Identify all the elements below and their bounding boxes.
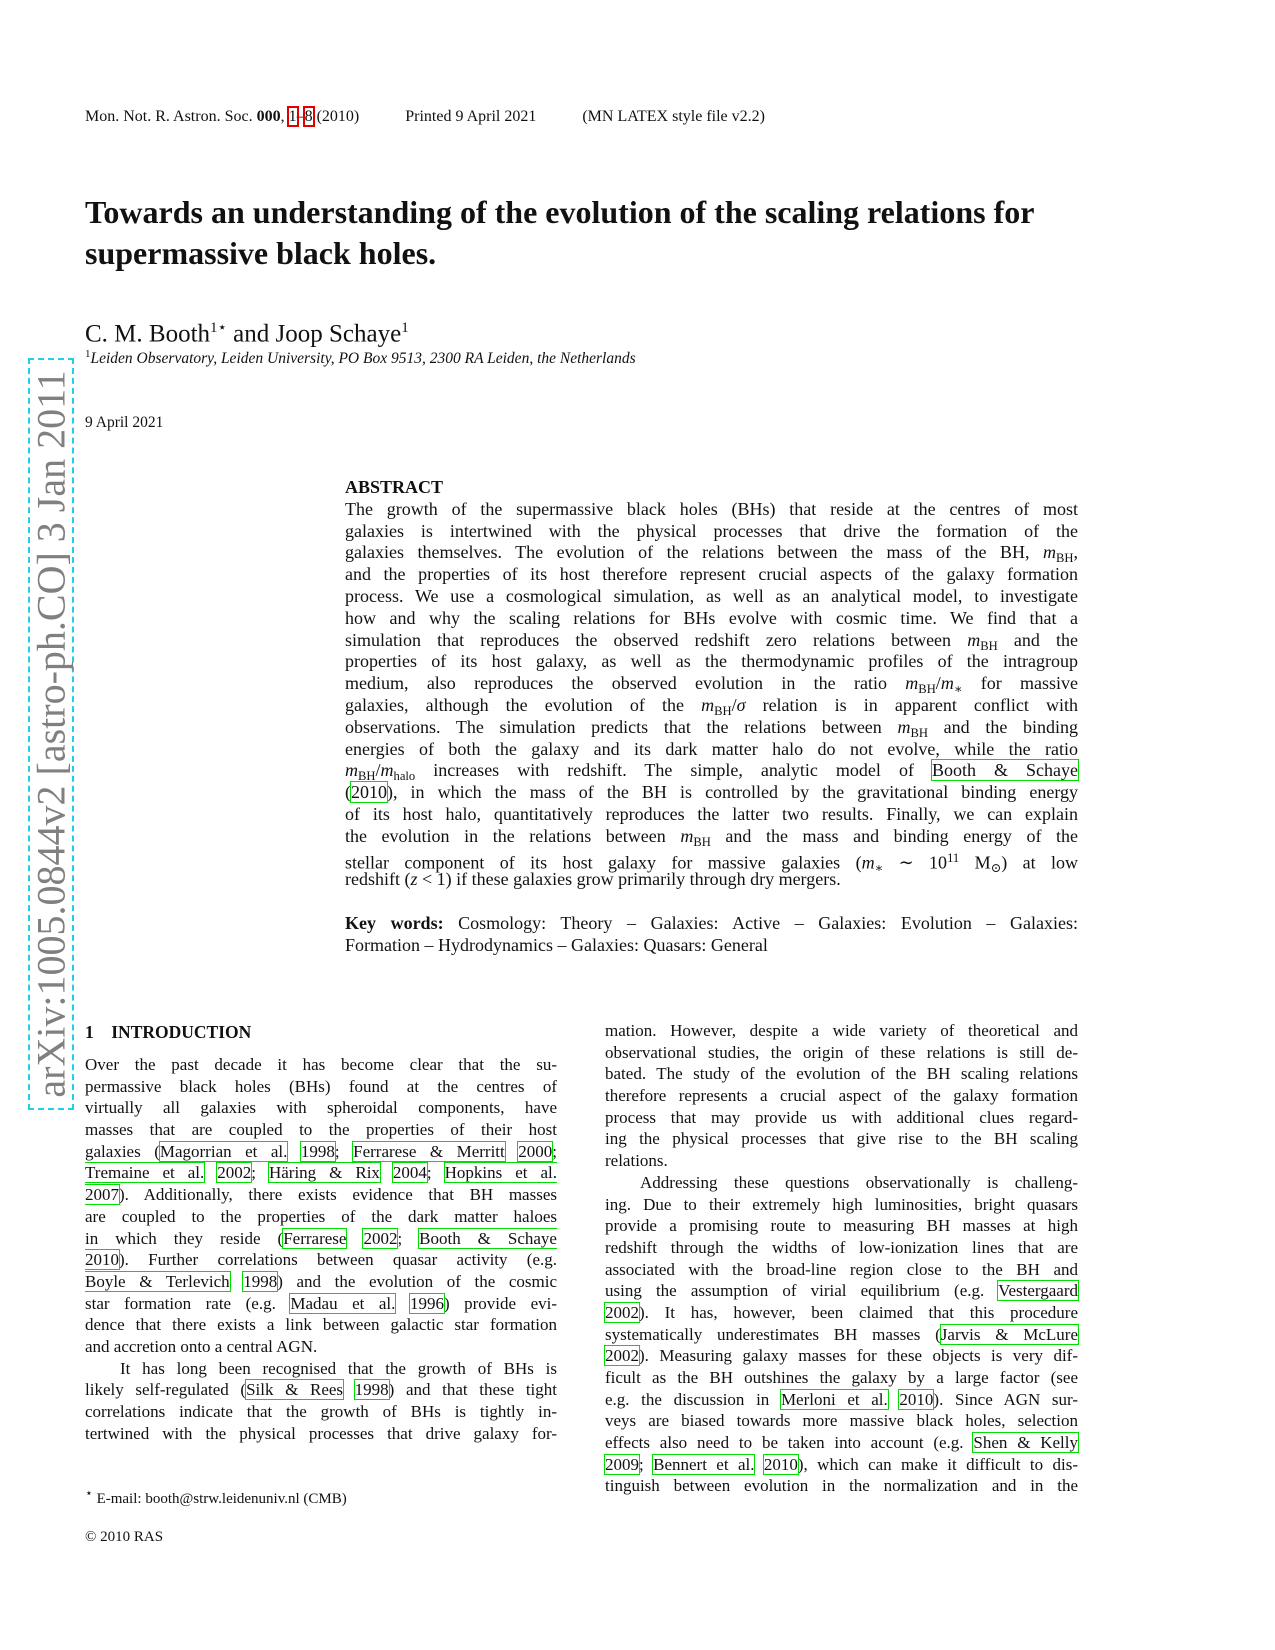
citation-link[interactable]: 2002 — [605, 1302, 639, 1322]
text-line — [85, 1293, 557, 1315]
text: ). Since AGN sur- — [933, 1389, 1079, 1409]
citation-link[interactable]: Magorrian et al. — [159, 1141, 288, 1161]
citation-link[interactable]: Boyle & Terlevich — [85, 1271, 230, 1291]
text: increases with redshift. The simple, analytic model of — [415, 760, 932, 781]
text-line — [605, 1150, 1078, 1172]
text: properties of its host galaxy, as well as the thermodynamic profiles of the intragroup — [345, 651, 1078, 672]
footnote-text: E-mail: booth@strw.leidenuniv.nl (CMB) — [92, 1491, 347, 1507]
citation-link[interactable]: Booth & Schaye — [419, 1228, 557, 1248]
page-separator: – — [296, 108, 305, 125]
text-line — [345, 651, 1078, 673]
text: < 1) if these galaxies grow primarily through dry mergers. — [417, 869, 841, 890]
text: masses that are coupled to the properties of their host — [85, 1120, 557, 1140]
text-line — [345, 804, 1078, 826]
left-column — [85, 1020, 557, 1444]
citation-link[interactable]: 2002 — [363, 1228, 398, 1248]
text: ). Additionally, there exists evidence that BH masses — [119, 1185, 557, 1205]
text: ). It has, however, been claimed that this procedure — [639, 1302, 1078, 1322]
bold-label: ABSTRACT — [345, 477, 444, 497]
text: relation is in apparent conflict with — [745, 694, 1079, 715]
text: ing the physical processes that give rise to the BH scaling — [605, 1129, 1078, 1149]
abstract — [345, 477, 1078, 957]
text: process. We use a cosmological simulation, as well as an analytical model, to investigate — [345, 585, 1078, 606]
printed-date: Printed 9 April 2021 — [405, 108, 537, 125]
text: redshift through the widths of low-ionization lines that are — [605, 1237, 1078, 1257]
style-file: (MN LATEX style file v2.2) — [582, 108, 765, 125]
journal-name: Mon. Not. R. Astron. Soc. — [85, 108, 253, 125]
text-line — [605, 1107, 1078, 1129]
text: ), in which the mass of the BH is controlled by the gravitational binding energy — [387, 782, 1078, 803]
text-line — [345, 695, 1078, 717]
page-link-first[interactable]: 1 — [288, 108, 297, 125]
text: simulation that reproduces the observed redshift zero relations between — [345, 629, 968, 650]
math-symbol: m — [940, 673, 954, 694]
text: ; — [334, 1141, 354, 1161]
text: permassive black holes (BHs) found at the centres of — [85, 1076, 557, 1096]
text: veys are biased towards more massive black holes, selection — [605, 1411, 1078, 1431]
authors — [85, 318, 409, 348]
text: of its host halo, quantitatively reproduces the latter two results. Finally, we can explain — [345, 803, 1078, 824]
affiliation-mark: 1 — [85, 348, 91, 360]
author-2-affil: 1 — [401, 320, 409, 336]
text: observational studies, the origin of these relations is still de- — [605, 1042, 1078, 1062]
text: the evolution in the relations between — [345, 825, 681, 846]
text: galaxies ( — [85, 1141, 160, 1161]
math-subscript: ⊙ — [990, 860, 1002, 875]
citation-link[interactable]: Shen & Kelly — [973, 1433, 1078, 1453]
text-line — [605, 1020, 1078, 1042]
text: / — [731, 694, 737, 715]
citation-link[interactable]: Hopkins et al. — [444, 1163, 557, 1183]
citation-link[interactable]: 2007 — [85, 1185, 119, 1205]
math-subscript: ∗ — [874, 860, 884, 875]
section-heading — [85, 1020, 557, 1044]
text: relations. — [605, 1151, 668, 1171]
text-line — [605, 1085, 1078, 1107]
copyright: © 2010 RAS — [85, 1529, 164, 1545]
text-line — [345, 782, 1078, 804]
text-line — [345, 848, 1078, 875]
text: ; — [251, 1163, 269, 1183]
text-line — [85, 1184, 557, 1206]
text: galaxies is intertwined with the physical processes that drive the formation of the — [345, 520, 1078, 541]
text-line — [345, 542, 1078, 564]
affiliation-text: Leiden Observatory, Leiden University, PO Box 9513, 2300 RA Leiden, the Netherlands — [90, 350, 636, 368]
math-symbol: m — [680, 825, 694, 846]
math-subscript: BH — [918, 681, 936, 696]
text-line — [605, 1280, 1078, 1302]
math-subscript: halo — [393, 769, 416, 784]
citation-link[interactable]: Merloni et al. — [780, 1389, 888, 1409]
text: ). Measuring galaxy masses for these objects is very dif- — [639, 1346, 1078, 1366]
text: Addressing these questions observationally is challeng- — [640, 1172, 1078, 1192]
text-line — [345, 673, 1078, 695]
citation-link[interactable]: 1996 — [409, 1293, 444, 1313]
arxiv-stamp[interactable] — [28, 358, 74, 1110]
text: / — [935, 673, 941, 694]
text-line — [345, 521, 1078, 543]
text-line — [605, 1324, 1078, 1346]
math-symbol: z — [410, 869, 418, 890]
text-line — [345, 913, 1078, 935]
math-symbol: m — [861, 851, 875, 872]
citation-link[interactable]: 2002 — [217, 1163, 252, 1183]
text: redshift ( — [345, 869, 411, 890]
text — [380, 1163, 393, 1182]
text: Formation – Hydrodynamics – Galaxies: Quasars: General — [345, 934, 768, 955]
footnote-mark: ⋆ — [85, 1486, 93, 1500]
page-link-last[interactable]: 8 — [304, 108, 313, 125]
citation-link[interactable]: Vestergaard — [998, 1281, 1078, 1301]
text: and the binding — [927, 716, 1078, 737]
section-number: 1 — [85, 1022, 94, 1042]
citation-link[interactable]: 2000 — [518, 1141, 553, 1161]
math-symbol: m — [345, 760, 358, 781]
author-1: C. M. Booth — [85, 320, 211, 348]
text: ing. Due to their extremely high luminosities, bright quasars — [605, 1194, 1078, 1214]
text: mation. However, despite a wide variety of theoretical and — [605, 1021, 1078, 1040]
text-line — [605, 1410, 1078, 1432]
text-line — [605, 1237, 1078, 1259]
text: and the mass and binding energy of the — [710, 825, 1078, 846]
citation-link[interactable]: Tremaine et al. — [85, 1163, 205, 1183]
text: virtually all galaxies with spheroidal components, have — [85, 1098, 557, 1118]
math-symbol: m — [967, 629, 981, 650]
text — [505, 1142, 519, 1161]
math-symbol: m — [701, 694, 715, 715]
citation-link[interactable]: Silk & Rees — [246, 1380, 344, 1400]
citation-link[interactable]: 1998 — [354, 1380, 389, 1400]
text — [754, 1455, 763, 1474]
text-line — [605, 1042, 1078, 1064]
citation-link[interactable]: 2010 — [85, 1250, 119, 1270]
text: provide a promising route to measuring BH masses at high — [605, 1216, 1078, 1236]
text: and the properties of its host therefore represent crucial aspects of the galaxy formation — [345, 564, 1078, 585]
text-line — [605, 1215, 1078, 1237]
math-superscript: 11 — [947, 850, 960, 865]
text-line — [85, 1358, 557, 1380]
math-symbol: σ — [736, 694, 746, 715]
text: process that may provide us with additional clues regard- — [605, 1107, 1078, 1127]
text: and accretion onto a central AGN. — [85, 1336, 318, 1356]
running-header: Mon. Not. R. Astron. Soc. 000, 1–8 (2010) Printed 9 April 2021 (MN LATEX style file v2.2) — [85, 108, 765, 125]
text-line — [85, 1379, 557, 1401]
text — [395, 1294, 410, 1313]
math-subscript: BH — [910, 725, 928, 740]
citation-link[interactable]: 2009 — [605, 1454, 639, 1474]
text-line — [605, 1432, 1078, 1454]
math-subscript: BH — [358, 769, 376, 784]
text-line — [605, 1063, 1078, 1085]
date: 9 April 2021 — [85, 414, 164, 431]
text: galaxies, although the evolution of the — [345, 694, 702, 715]
text-line — [85, 1249, 557, 1271]
text-line — [85, 1401, 557, 1423]
paper-title: Towards an understanding of the evolution of the scaling relations for supermassive black holes. — [85, 194, 1034, 271]
citation-link[interactable]: 2010 — [899, 1389, 934, 1409]
citation-link[interactable]: 1998 — [243, 1271, 278, 1291]
section-title: INTRODUCTION — [111, 1022, 252, 1042]
citation-link[interactable]: Madau et al. — [290, 1293, 396, 1313]
text: therefore represents a crucial aspect of the galaxy formation — [605, 1086, 1078, 1106]
math-subscript: BH — [714, 703, 732, 718]
citation-link[interactable]: 1998 — [300, 1141, 335, 1161]
text: Over the past decade it has become clear that the su- — [85, 1055, 557, 1074]
text — [343, 1380, 355, 1399]
text-line — [345, 586, 1078, 608]
text-line — [85, 1228, 557, 1250]
text-line — [605, 1475, 1078, 1497]
right-column — [605, 1020, 1078, 1497]
year: (2010) — [316, 108, 360, 125]
intro-left-text — [85, 1054, 557, 1444]
text: effects also need to be taken into account (e.g. — [605, 1433, 974, 1453]
text — [346, 1229, 363, 1248]
text-line — [85, 1076, 557, 1098]
citation-link[interactable]: 2010 — [351, 782, 387, 803]
citation-link[interactable]: 2002 — [605, 1346, 639, 1366]
text: galaxies themselves. The evolution of the relations between the mass of the BH, — [345, 542, 1043, 563]
text: M — [959, 851, 991, 872]
math-subscript: BH — [980, 638, 998, 653]
text-line — [85, 1054, 557, 1076]
text: The growth of the supermassive black holes (BHs) that reside at the centres of most — [345, 498, 1078, 519]
citation-link[interactable]: Häring & Rix — [268, 1163, 380, 1183]
text: systematically underestimates BH masses ( — [605, 1324, 941, 1344]
math-symbol: m — [1043, 542, 1056, 563]
citation-link[interactable]: Booth & Schaye — [931, 760, 1078, 781]
citation-link[interactable]: Bennert et al. — [653, 1454, 755, 1474]
citation-link[interactable]: Jarvis & McLure — [940, 1324, 1078, 1344]
text-line — [345, 739, 1078, 761]
text: ( — [345, 782, 351, 803]
text-line — [605, 1367, 1078, 1389]
text: ; — [639, 1454, 654, 1474]
text-line — [605, 1172, 1078, 1194]
text — [230, 1272, 244, 1291]
math-subscript: ∗ — [953, 681, 963, 696]
text-line — [345, 869, 1078, 891]
text — [204, 1163, 217, 1182]
text: observations. The simulation predicts that the relations between — [345, 716, 898, 737]
text-line — [85, 1162, 557, 1184]
text: tertwined with the physical processes that drive galaxy for- — [85, 1423, 557, 1443]
text: associated with the broad-line region close to the BH and — [605, 1259, 1078, 1279]
text: likely self-regulated ( — [85, 1380, 247, 1400]
arxiv-id: arXiv:1005.0844v2 [astro-ph.CO] 3 Jan 2011 — [28, 370, 74, 1098]
math-symbol: m — [380, 760, 394, 781]
text-line — [345, 935, 1078, 957]
text: ) provide evi- — [443, 1293, 557, 1313]
text: energies of both the galaxy and its dark matter halo do not evolve, while the ratio — [345, 738, 1078, 759]
text-line — [345, 477, 1078, 499]
text: dence that there exists a link between galactic star formation — [85, 1315, 557, 1335]
text: tinguish between evolution in the normalization and in the — [605, 1476, 1078, 1496]
text-line — [345, 564, 1078, 586]
math-subscript: BH — [1056, 551, 1074, 566]
text-line — [85, 1206, 557, 1228]
text-line — [605, 1389, 1078, 1411]
text: e.g. the discussion in — [605, 1389, 781, 1409]
footnote — [85, 1485, 347, 1508]
text: medium, also reproduces the observed evolution in the ratio — [345, 673, 906, 694]
citation-link[interactable]: 2010 — [763, 1454, 798, 1474]
text: stellar component of its host galaxy for massive galaxies ( — [345, 851, 862, 872]
text: It has long been recognised that the growth of BHs is — [120, 1358, 557, 1378]
text: Cosmology: Theory – Galaxies: Active – Galaxies: Evolution – Galaxies: — [443, 912, 1078, 933]
text: for massive — [962, 673, 1078, 694]
text-line — [605, 1454, 1078, 1476]
text: , — [1073, 542, 1078, 563]
text: ) and that these tight — [388, 1380, 557, 1400]
text-line — [85, 1119, 557, 1141]
author-1-affil: 1⋆ — [210, 320, 227, 336]
text: in which they reside ( — [85, 1228, 284, 1248]
text-line — [345, 608, 1078, 630]
text-line — [85, 1141, 557, 1163]
citation-link[interactable]: Ferrarese — [283, 1228, 347, 1248]
text: ∼ 10 — [883, 851, 948, 872]
text-line — [345, 717, 1078, 739]
math-subscript: BH — [693, 834, 711, 849]
text-line — [605, 1259, 1078, 1281]
text-line — [345, 826, 1078, 848]
text: ) and the evolution of the cosmic — [277, 1271, 557, 1291]
citation-link[interactable]: 2004 — [392, 1163, 427, 1183]
citation-link[interactable]: Ferrarese & Merritt — [353, 1141, 505, 1161]
text-line — [345, 499, 1078, 521]
affiliation — [85, 348, 636, 368]
text: ). Further correlations between quasar activity (e.g. — [119, 1250, 557, 1270]
text-line — [345, 891, 1078, 913]
text-line — [85, 1314, 557, 1336]
text — [888, 1390, 900, 1409]
text — [287, 1142, 301, 1161]
math-symbol: m — [905, 673, 919, 694]
text: / — [375, 760, 381, 781]
text: bated. The study of the evolution of the BH scaling relations — [605, 1064, 1078, 1084]
text: correlations indicate that the growth of BHs is tightly in- — [85, 1402, 557, 1421]
text-line — [605, 1128, 1078, 1150]
text: are coupled to the properties of the dark matter haloes — [85, 1206, 557, 1226]
text: star formation rate (e.g. — [85, 1293, 291, 1313]
text-line — [345, 630, 1078, 652]
text: ) at low — [1001, 851, 1078, 872]
text: and the — [997, 629, 1079, 650]
text: how and why the scaling relations for BHs evolve with cosmic time. We find that a — [345, 607, 1078, 628]
text-line — [605, 1302, 1078, 1324]
text-line — [85, 1271, 557, 1293]
text: ; — [397, 1228, 420, 1248]
bold-label: Key words: — [345, 912, 444, 933]
text: ficult as the BH outshines the galaxy by a large factor (see — [605, 1368, 1078, 1387]
text-line — [85, 1336, 557, 1358]
text-line — [605, 1345, 1078, 1367]
text-line — [605, 1194, 1078, 1216]
text: using the assumption of virial equilibrium (e.g. — [605, 1281, 999, 1301]
math-symbol: m — [897, 716, 911, 737]
text: ; — [552, 1141, 557, 1161]
text: ; — [426, 1163, 445, 1183]
text-line — [85, 1423, 557, 1445]
author-2: and Joop Schaye — [226, 320, 402, 348]
volume: 000 — [256, 108, 281, 125]
text-line — [345, 760, 1078, 782]
text-line — [85, 1097, 557, 1119]
text: ), which can make it difficult to dis- — [797, 1454, 1079, 1474]
